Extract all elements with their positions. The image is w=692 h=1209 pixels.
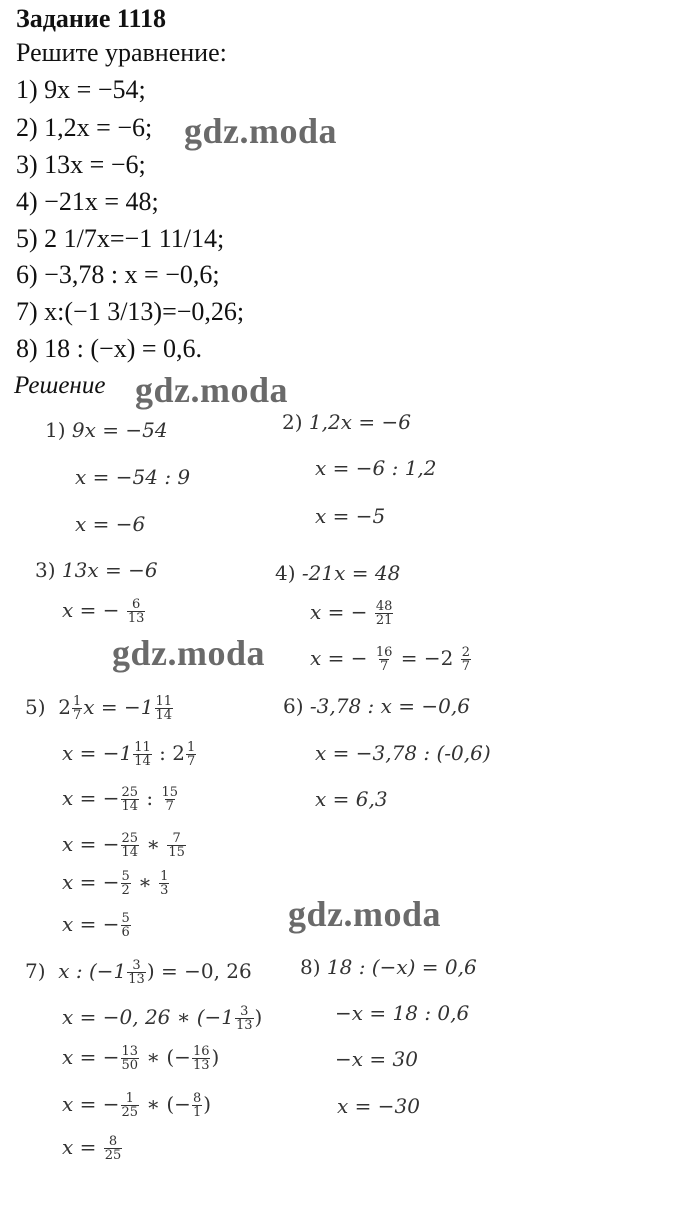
fraction-numerator: 3: [240, 1004, 249, 1019]
equation-text: 9x = −54: [71, 418, 168, 442]
solution-8-line-1: [300, 955, 477, 979]
fraction: [461, 646, 471, 673]
fraction-denominator: 13: [192, 1058, 210, 1073]
condition-4: 4) −21x = 48;: [16, 187, 159, 216]
solution-7-line-4: [62, 1092, 211, 1119]
equation-text: x =: [62, 1135, 97, 1159]
fraction-denominator: 7: [72, 708, 82, 723]
equation-text: :: [146, 786, 154, 810]
fraction-numerator: 8: [192, 1091, 202, 1106]
solution-5-line-3: [62, 786, 180, 813]
fraction-denominator: 14: [134, 754, 151, 769]
equation-text: x = −: [310, 600, 368, 624]
solution-label: Решение: [14, 372, 106, 399]
fraction: [121, 1045, 140, 1072]
equation-text: x = −0, 26 ∗ (−1: [62, 1005, 234, 1029]
solution-6-line-1: [283, 694, 470, 718]
condition-3: 3) 13x = −6;: [16, 150, 146, 179]
fraction-numerator: 5: [121, 869, 130, 884]
fraction-denominator: 14: [121, 845, 139, 860]
fraction-numerator: 16: [375, 645, 393, 660]
watermark: gdz.moda: [288, 894, 442, 934]
equation-text: x = −: [62, 832, 120, 856]
fraction: [121, 870, 131, 897]
solution-7-line-3: [62, 1045, 219, 1072]
fraction-denominator: 7: [461, 659, 471, 674]
fraction: [127, 598, 146, 625]
equation-text: x = −: [62, 870, 120, 894]
fraction-numerator: 6: [132, 597, 141, 612]
equation-text: x = −: [62, 912, 120, 936]
task-title: Задание 1118: [16, 4, 167, 33]
fraction-numerator: 15: [161, 785, 179, 800]
solution-7-line-1: [25, 959, 252, 986]
condition-6: 6) −3,78 : x = −0,6;: [16, 260, 220, 289]
fraction-denominator: 2: [121, 883, 130, 898]
fraction: [186, 741, 196, 768]
equation-text: 2: [58, 695, 71, 719]
watermark: gdz.moda: [112, 633, 266, 673]
watermark: gdz.moda: [184, 111, 338, 151]
equation-text: = −2: [400, 646, 454, 670]
fraction: [121, 832, 140, 859]
solution-8-line-3: −x = 30: [335, 1047, 418, 1071]
fraction: [192, 1092, 202, 1119]
equation-text: ∗: [146, 832, 161, 856]
solution-number: 2): [282, 410, 303, 434]
fraction-numerator: 5: [121, 911, 130, 926]
fraction: [72, 695, 82, 722]
solution-number: 7): [25, 959, 46, 983]
solution-1-line-2: x = −54 : 9: [75, 465, 191, 489]
fraction-denominator: 14: [121, 799, 139, 814]
equation-text: x = −: [62, 1045, 120, 1069]
solution-4-line-3: [310, 646, 472, 673]
fraction-numerator: 3: [132, 958, 141, 973]
solution-2-line-1: [282, 410, 411, 434]
solution-8-line-4: x = −30: [337, 1094, 420, 1118]
solution-1-line-3: x = −6: [75, 512, 146, 536]
fraction-denominator: 15: [168, 845, 185, 860]
fraction-denominator: 7: [165, 799, 174, 814]
watermark: gdz.moda: [135, 370, 289, 410]
fraction-denominator: 50: [121, 1058, 139, 1073]
fraction-numerator: 1: [160, 869, 169, 884]
equation-text: ): [254, 1005, 263, 1029]
solution-number: 1): [45, 418, 66, 442]
solution-7-line-2: [62, 1005, 262, 1032]
equation-text: x : (−1: [58, 959, 127, 983]
equation-text: x = −: [62, 786, 120, 810]
fraction-denominator: 7: [380, 659, 389, 674]
fraction-denominator: 13: [128, 972, 145, 987]
equation-text: ): [203, 1092, 212, 1116]
fraction-numerator: 7: [172, 831, 181, 846]
equation-text: -3,78 : x = −0,6: [309, 694, 470, 718]
equation-text: 13x = −6: [61, 558, 158, 582]
solution-3-line-2: [62, 598, 146, 625]
solution-5-line-1: [25, 695, 174, 722]
equation-text: -21x = 48: [301, 561, 401, 585]
solution-1-line-1: [45, 418, 168, 442]
fraction-denominator: 21: [375, 613, 393, 628]
solution-6-line-2: x = −3,78 : (-0,6): [315, 741, 491, 765]
equation-text: x = −: [310, 646, 368, 670]
fraction-numerator: 11: [134, 740, 151, 755]
fraction-denominator: 25: [121, 1105, 139, 1120]
solution-5-line-5: [62, 870, 170, 897]
fraction: [127, 959, 146, 986]
fraction-numerator: 25: [121, 785, 139, 800]
fraction: [167, 832, 186, 859]
equation-text: ): [211, 1045, 220, 1069]
fraction-numerator: 16: [192, 1044, 210, 1059]
fraction-numerator: 8: [108, 1134, 118, 1149]
fraction: [375, 600, 394, 627]
solution-2-line-2: x = −6 : 1,2: [315, 456, 437, 480]
fraction: [133, 741, 152, 768]
equation-text: ∗ (−: [146, 1045, 191, 1069]
fraction-numerator: 48: [375, 599, 393, 614]
condition-2: 2) 1,2x = −6;: [16, 113, 153, 142]
solution-number: 4): [275, 561, 296, 585]
fraction-numerator: 1: [186, 740, 196, 755]
solution-5-line-2: [62, 741, 197, 768]
solution-8-line-2: −x = 18 : 0,6: [335, 1001, 470, 1025]
equation-text: x = −1: [83, 695, 154, 719]
condition-5: 5) 2 1/7x=−1 11/14;: [16, 224, 225, 253]
fraction-numerator: 13: [121, 1044, 139, 1059]
solution-2-line-3: x = −5: [315, 504, 386, 528]
fraction-denominator: 7: [186, 754, 196, 769]
fraction-denominator: 13: [127, 611, 145, 626]
fraction: [375, 646, 394, 673]
fraction-denominator: 25: [104, 1148, 122, 1163]
fraction: [121, 912, 131, 939]
equation-text: ) = −0, 26: [146, 959, 252, 983]
fraction: [235, 1005, 254, 1032]
condition-8: 8) 18 : (−x) = 0,6.: [16, 334, 203, 363]
solution-3-line-1: [35, 558, 158, 582]
fraction-numerator: 2: [461, 645, 471, 660]
equation-text: 18 : (−x) = 0,6: [326, 955, 477, 979]
fraction-denominator: 1: [192, 1105, 202, 1120]
equation-text: x = −1: [62, 741, 133, 765]
fraction-denominator: 6: [121, 925, 130, 940]
condition-7: 7) x:(−1 3/13)=−0,26;: [16, 297, 245, 326]
solution-4-line-2: [310, 600, 394, 627]
equation-text: 1,2x = −6: [308, 410, 411, 434]
fraction-numerator: 11: [155, 694, 173, 709]
solution-7-line-5: [62, 1135, 123, 1162]
fraction-denominator: 13: [236, 1018, 253, 1033]
fraction-numerator: 1: [125, 1091, 134, 1106]
solution-5-line-6: [62, 912, 132, 939]
fraction: [121, 1092, 140, 1119]
fraction: [192, 1045, 211, 1072]
solution-number: 6): [283, 694, 304, 718]
equation-text: ∗: [138, 870, 152, 894]
condition-1: 1) 9x = −54;: [16, 75, 146, 104]
equation-text: : 2: [159, 741, 185, 765]
solution-6-line-3: x = 6,3: [315, 787, 388, 811]
fraction-denominator: 3: [160, 883, 169, 898]
solution-4-line-1: [275, 561, 400, 585]
fraction: [104, 1135, 123, 1162]
fraction-denominator: 14: [155, 708, 173, 723]
equation-text: ∗ (−: [146, 1092, 191, 1116]
solution-number: 5): [25, 695, 46, 719]
task-intro: Решите уравнение:: [16, 38, 227, 67]
fraction: [159, 870, 169, 897]
solution-number: 3): [35, 558, 56, 582]
solution-number: 8): [300, 955, 321, 979]
fraction: [155, 695, 174, 722]
fraction: [121, 786, 140, 813]
fraction-numerator: 25: [121, 831, 139, 846]
equation-text: x = −: [62, 1092, 120, 1116]
equation-text: x = −: [62, 598, 120, 622]
fraction-numerator: 1: [72, 694, 82, 709]
fraction: [161, 786, 180, 813]
solution-5-line-4: [62, 832, 187, 859]
